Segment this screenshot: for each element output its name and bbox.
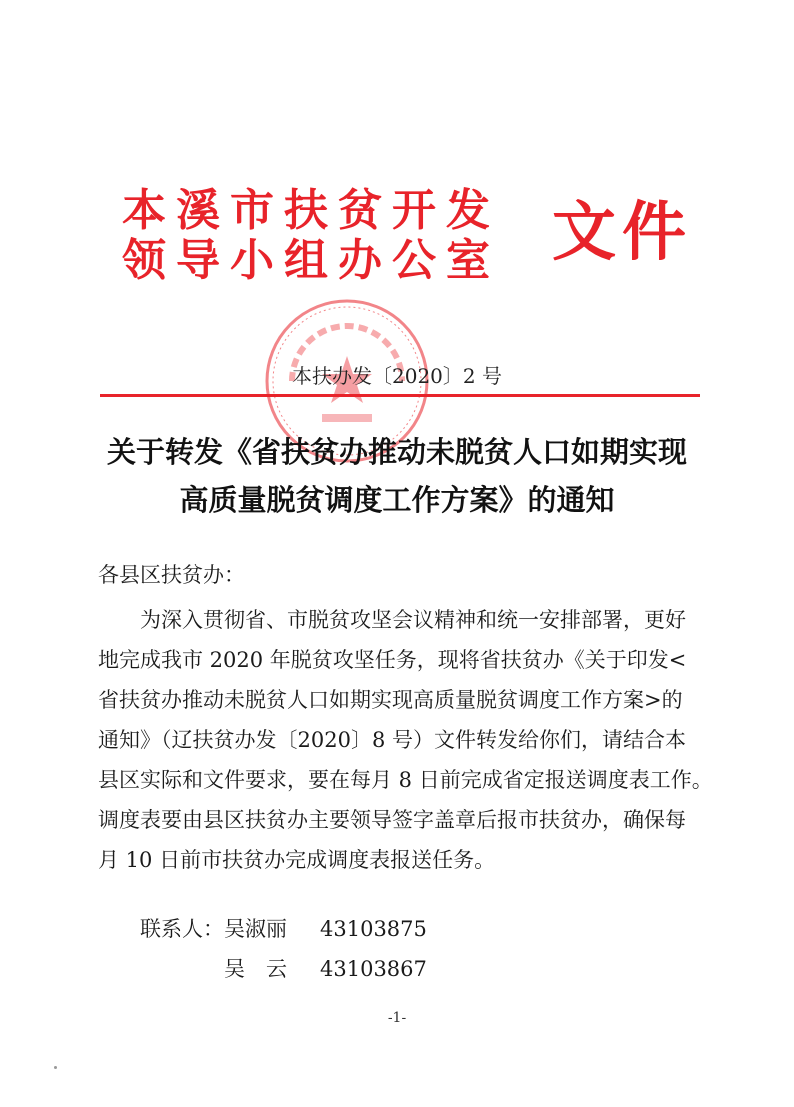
body-line: 调度表要由县区扶贫办主要领导签字盖章后报市扶贫办，确保每	[98, 808, 686, 832]
issuing-org-line-2: 领导小组办公室	[122, 235, 500, 286]
document-header	[122, 178, 692, 288]
body-line: 省扶贫办推动未脱贫人口如期实现高质量脱贫调度工作方案>的	[98, 688, 683, 712]
salutation: 各县区扶贫办：	[98, 563, 245, 587]
contact-name: 吴淑丽	[224, 917, 287, 941]
body-paragraph	[98, 600, 713, 880]
contact-phone: 43103875	[320, 917, 427, 941]
document-number: 本扶办发〔2020〕2 号	[292, 364, 502, 388]
contact-row	[140, 914, 427, 944]
contact-row	[224, 954, 427, 984]
page-number: -1-	[387, 1010, 407, 1026]
body-line: 地完成我市 2020 年脱贫攻坚任务，现将省扶贫办《关于印发<	[98, 648, 687, 672]
contact-phone: 43103867	[320, 957, 427, 981]
scan-artifact	[54, 1066, 57, 1069]
red-divider-line	[100, 394, 700, 397]
document-type-label: 文件	[552, 195, 692, 270]
document-title-line-1: 关于转发《省扶贫办推动未脱贫人口如期实现	[106, 435, 687, 469]
body-line: 月 10 日前市扶贫办完成调度表报送任务。	[98, 848, 496, 872]
contact-name: 吴 云	[224, 957, 287, 981]
body-line: 通知》（辽扶贫办发〔2020〕8 号）文件转发给你们，请结合本	[98, 728, 686, 752]
body-line: 县区实际和文件要求，要在每月 8 日前完成省定报送调度表工作。	[98, 768, 713, 792]
contact-label: 联系人：	[140, 917, 224, 941]
body-line: 为深入贯彻省、市脱贫攻坚会议精神和统一安排部署，更好	[140, 608, 686, 632]
issuing-org-line-1: 本溪市扶贫开发	[122, 185, 500, 236]
document-title-line-2: 高质量脱贫调度工作方案》的通知	[179, 483, 615, 517]
